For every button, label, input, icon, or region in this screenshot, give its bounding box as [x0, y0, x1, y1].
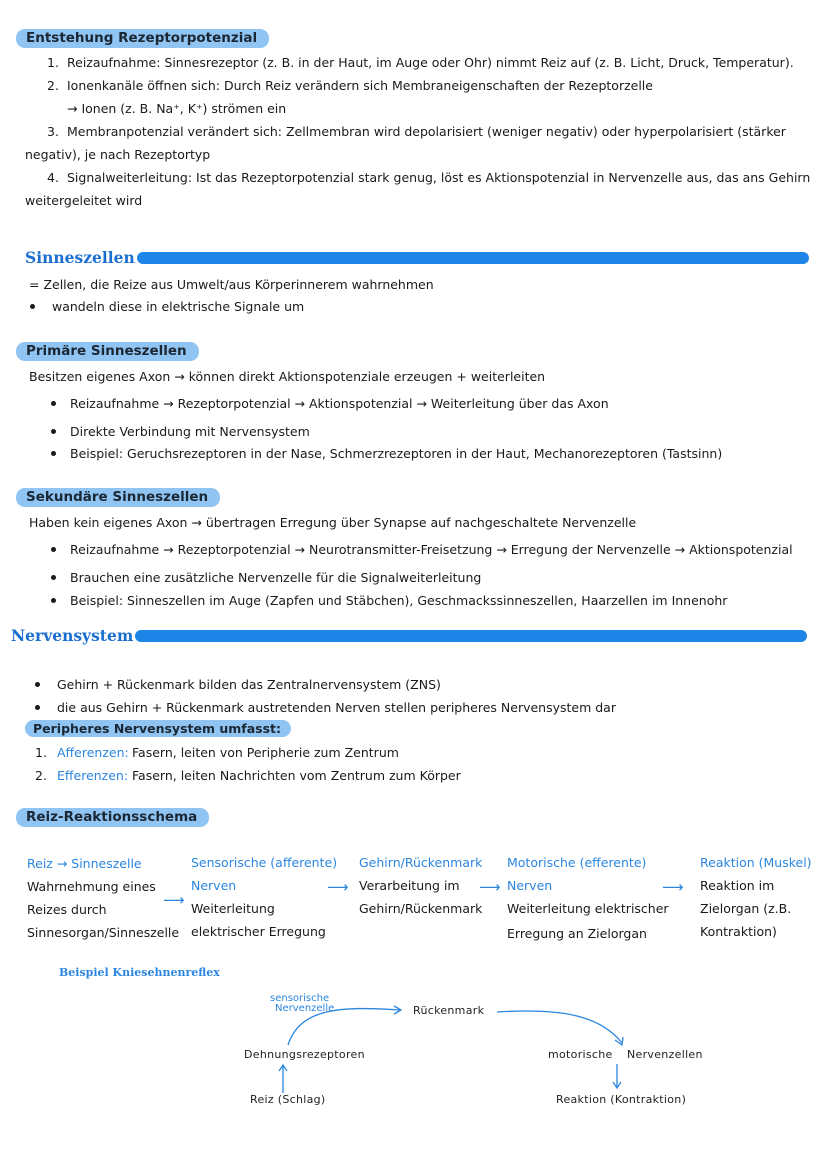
list-item-continuation: weitergeleitet wird: [25, 193, 143, 208]
list-item: Fasern, leiten Nachrichten vom Zentrum zum Körper: [132, 768, 461, 783]
schema-col1-line: Wahrnehmung eines: [27, 879, 156, 894]
arrow-right-icon: ⟶: [327, 878, 349, 896]
label-reaktion: Reaktion (Kontraktion): [556, 1093, 687, 1106]
arrow-right-icon: ⟶: [662, 878, 684, 896]
schema-col3-line: Gehirn/Rückenmark: [359, 901, 483, 916]
section-title-rezeptorpotenzial: Entstehung Rezeptorpotenzial: [16, 29, 269, 48]
schema-col2-line: Weiterleitung: [191, 901, 275, 916]
schema-col5-head: Reaktion (Muskel): [700, 855, 812, 870]
list-item: Fasern, leiten von Peripherie zum Zentrum: [132, 745, 399, 760]
list-number: 4.: [47, 170, 59, 185]
schema-col1-line: Sinnesorgan/Sinneszelle: [27, 925, 180, 940]
section-title-reiz-reaktionsschema: Reiz-Reaktionsschema: [16, 808, 209, 827]
schema-col1-head: Reiz → Sinneszelle: [27, 856, 142, 871]
schema-col2-head2: Nerven: [191, 878, 237, 893]
list-item: Signalweiterleitung: Ist das Rezeptorpotenzial stark genug, löst es Aktionspotenzial in Nervenzelle aus, das ans Gehirn: [67, 170, 811, 185]
bullet-text: Direkte Verbindung mit Nervensystem: [70, 424, 310, 439]
term-afferenzen: Afferenzen:: [57, 745, 129, 760]
schema-col1-line: Reizes durch: [27, 902, 107, 917]
schema-col5-line: Reaktion im: [700, 878, 775, 893]
reflex-title: Beispiel Kniesehnenreflex: [59, 966, 220, 979]
bullet-text: Reizaufnahme → Rezeptorpotenzial → Aktionspotenzial → Weiterleitung über das Axon: [70, 396, 609, 411]
curved-arrow-icon: [497, 1011, 622, 1043]
list-item: Membranpotenzial verändert sich: Zellmembran wird depolarisiert (weniger negativ) oder hyperpolarisiert (stärker: [67, 124, 786, 139]
term-efferenzen: Efferenzen:: [57, 768, 129, 783]
schema-col3-line: Verarbeitung im: [359, 878, 460, 893]
bullet-text: Beispiel: Geruchsrezeptoren in der Nase, Schmerzrezeptoren in der Haut, Mechanorezeptoren (Tastsinn): [70, 446, 723, 461]
list-number: 2.: [35, 768, 47, 783]
subtitle-peripheres-nervensystem: Peripheres Nervensystem umfasst:: [25, 720, 291, 737]
list-item: Reizaufnahme: Sinnesrezeptor (z. B. in der Haut, im Auge oder Ohr) nimmt Reiz auf (z. B. Licht, Druck, Temperatur).: [67, 55, 794, 70]
list-number: 1.: [35, 745, 47, 760]
schema-col5-line: Zielorgan (z.B.: [700, 901, 792, 916]
section-title-primaere-sinneszellen: Primäre Sinneszellen: [16, 342, 199, 361]
section-title-sinneszellen: Sinneszellen: [25, 248, 135, 267]
list-number: 1.: [47, 55, 59, 70]
list-number: 2.: [47, 78, 59, 93]
schema-col4-line: Erregung an Zielorgan: [507, 926, 647, 941]
list-item: Ionenkanäle öffnen sich: Durch Reiz verändern sich Membraneigenschaften der Rezeptorzelle: [67, 78, 653, 93]
label-nervenzelle: Nervenzelle: [275, 1003, 335, 1014]
schema-col4-head: Motorische (efferente): [507, 855, 647, 870]
schema-col3-head: Gehirn/Rückenmark: [359, 855, 483, 870]
bullet-text: Beispiel: Sinneszellen im Auge (Zapfen und Stäbchen), Geschmackssinneszellen, Haarzellen im Innenohr: [70, 593, 728, 608]
label-nervenzellen: Nervenzellen: [627, 1048, 703, 1061]
list-number: 3.: [47, 124, 59, 139]
label-rueckenmark: Rückenmark: [413, 1004, 485, 1017]
label-motorische: motorische: [548, 1048, 613, 1061]
schema-col2-head: Sensorische (afferente): [191, 855, 338, 870]
section-title-sekundaere-sinneszellen: Sekundäre Sinneszellen: [16, 488, 220, 507]
label-reiz: Reiz (Schlag): [250, 1093, 326, 1106]
bullet-text: Brauchen eine zusätzliche Nervenzelle für die Signalweiterleitung: [70, 570, 482, 585]
definition-text: = Zellen, die Reize aus Umwelt/aus Körperinnerem wahrnehmen: [29, 277, 434, 292]
list-item-continuation: → Ionen (z. B. Na⁺, K⁺) strömen ein: [67, 101, 287, 116]
intro-text: Haben kein eigenes Axon → übertragen Erregung über Synapse auf nachgeschaltete Nervenzelle: [29, 515, 637, 530]
section-title-nervensystem: Nervensystem: [11, 626, 134, 645]
label-sensorische: sensorische: [270, 993, 330, 1004]
label-dehnungsrezeptoren: Dehnungsrezeptoren: [244, 1048, 365, 1061]
list-item-continuation: negativ), je nach Rezeptortyp: [25, 147, 211, 162]
schema-col4-head2: Nerven: [507, 878, 553, 893]
intro-text: Besitzen eigenes Axon → können direkt Aktionspotenziale erzeugen + weiterleiten: [29, 369, 546, 384]
schema-col4-line: Weiterleitung elektrischer: [507, 901, 669, 916]
schema-col2-line: elektrischer Erregung: [191, 924, 326, 939]
curved-arrow-icon: [288, 1009, 400, 1045]
bullet-text: Gehirn + Rückenmark bilden das Zentralnervensystem (ZNS): [57, 677, 441, 692]
schema-col5-line: Kontraktion): [700, 924, 777, 939]
bullet-text: wandeln diese in elektrische Signale um: [52, 299, 305, 314]
arrow-right-icon: ⟶: [163, 891, 185, 909]
arrow-right-icon: ⟶: [479, 878, 501, 896]
bullet-text: die aus Gehirn + Rückenmark austretenden Nerven stellen peripheres Nervensystem dar: [57, 700, 616, 715]
bullet-text: Reizaufnahme → Rezeptorpotenzial → Neurotransmitter-Freisetzung → Erregung der Nervenzelle → Aktionspotenzial: [70, 542, 793, 557]
